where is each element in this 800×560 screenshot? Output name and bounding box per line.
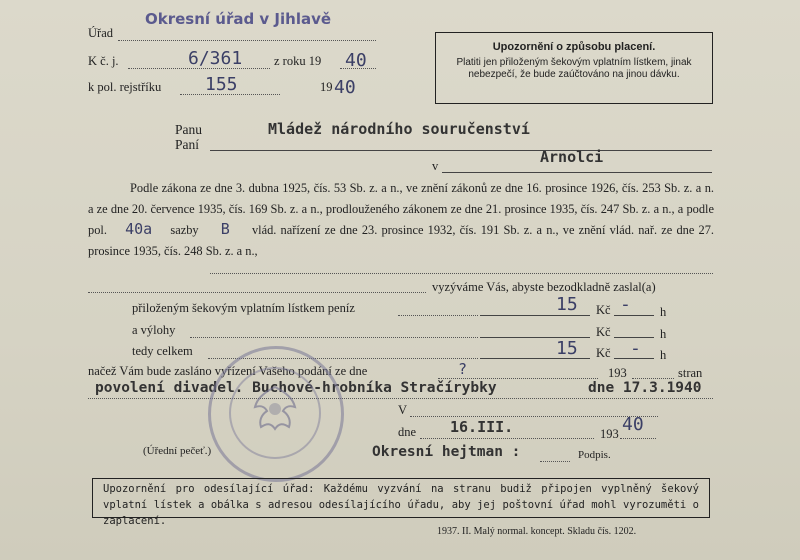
register-year-value: 40 <box>334 77 356 98</box>
submission-pages-label: stran <box>678 366 703 380</box>
addressee-place: Arnolci <box>540 148 604 166</box>
sign-date-value: 16.III. <box>450 418 514 436</box>
sign-place-prefix: V <box>398 403 408 417</box>
body-dotted-line-2 <box>88 292 426 293</box>
expenses-cents-label: h <box>660 327 667 341</box>
submission-typed-date: dne 17.3.1940 <box>588 380 702 396</box>
legal-text-a: Podle zákona ze dne 3. dubna 1925, čís. 53 Sb. z. a n., ve znění zákonů ze dne 16. prosince 1926, čís. 253 Sb. z. a n. a ze dne 20. července 1935, čís. 169 Sb. z. a n., prodlouženého zákonem ze dne 21. prosince 1935, čís. 247 Sb. z. a n., a podle pol. <box>88 181 714 237</box>
fee-cents-line <box>614 315 654 316</box>
fee-cents-label: h <box>660 305 667 319</box>
seal-label: (Úřední pečeť.) <box>143 445 212 457</box>
fee-value: 15 <box>556 294 578 315</box>
fee-currency: Kč <box>596 303 611 317</box>
year-value: 40 <box>345 50 367 71</box>
office-stamp: Okresní úřad v Jihlavě <box>145 10 332 28</box>
sender-notice-text: Upozornění pro odesílající úřad: Každému vyzvání na stranu budiž připojen vyplněný šekový vplatní lístek a obálka s adresou odesílajícího úřadu, aby jej poštovní úřad mohl vyrozuměti o zaplacení. <box>103 483 699 527</box>
salutation-mr: Panu <box>175 122 202 137</box>
officer-title: Okresní hejtman : <box>372 444 521 460</box>
legal-text-b: vlád. nařízení ze dne 23. prosince 1932, čís. 191 Sb. z. a n., ve znění vlád. nař. ze dne 27. prosince 1935, čís. 248 Sb. z. a n., <box>88 223 714 258</box>
expenses-currency: Kč <box>596 325 611 339</box>
addressee-line <box>210 150 712 151</box>
year-label: z roku 19 <box>274 54 322 68</box>
total-cents-label: h <box>660 348 667 362</box>
fee-label: přiloženým šekovým vplatním lístkem peníz <box>132 301 355 315</box>
office-label: Úřad <box>88 26 113 40</box>
legal-paragraph <box>88 178 714 261</box>
submission-date-value: ? <box>458 360 468 378</box>
submission-dotted-line <box>88 398 713 399</box>
total-cents-value: - <box>630 338 641 359</box>
sazby-value: B <box>220 220 230 238</box>
year-dotted-line <box>340 68 376 69</box>
sign-place-dotted-line <box>410 416 658 417</box>
payment-notice-box <box>435 32 713 104</box>
sign-year-value: 40 <box>622 414 644 435</box>
fee-dotted-line <box>398 315 478 316</box>
sign-year-dotted-line <box>620 438 656 439</box>
total-currency: Kč <box>596 346 611 360</box>
sender-notice-box <box>92 478 710 527</box>
ref-value: 6/361 <box>188 48 243 69</box>
payment-notice-title: Upozornění o způsobu placení. <box>492 41 656 53</box>
fee-amount-line <box>480 315 590 316</box>
register-label: k pol. rejstříku <box>88 80 162 94</box>
submission-label: načež Vám bude zasláno vyřízení Vašeho podání ze dne <box>88 364 368 378</box>
addressee-place-line <box>442 172 712 173</box>
fee-cents-value: - <box>620 294 631 315</box>
submission-year-dotted-line <box>632 378 674 379</box>
total-value: 15 <box>556 338 578 359</box>
office-dotted-line <box>118 40 376 41</box>
sign-date-dotted-line <box>420 438 594 439</box>
signature-label: Podpis. <box>578 449 611 461</box>
submission-date-dotted-line <box>438 378 598 379</box>
payment-notice-text: Platiti jen přiloženým šekovým vplatním lístkem, jinak nebezpečí, že bude zaúčtováno na jinou dávku. <box>456 57 692 80</box>
salutation-mrs: Paní <box>175 137 200 152</box>
pol-value: 40a <box>125 220 153 238</box>
official-seal-stamp <box>208 346 344 482</box>
register-value: 155 <box>205 74 238 95</box>
signature-dotted-line <box>540 461 570 462</box>
addressee-name: Mládež národního souručenství <box>268 120 530 138</box>
submission-year: 193 <box>608 366 627 380</box>
expenses-label: a výlohy <box>132 323 176 337</box>
body-dotted-line-1 <box>210 273 713 274</box>
sign-year-prefix: 193 <box>600 427 619 441</box>
coat-of-arms-icon <box>231 369 319 457</box>
submission-typed-line: povolení divadel. Buchové-hrobníka Stračírybky <box>95 380 497 396</box>
sazby-label: sazby <box>170 223 199 237</box>
sign-date-prefix: dne <box>398 425 417 439</box>
request-text: vyzýváme Vás, abyste bezodkladně zaslal(a) <box>432 280 656 294</box>
total-label: tedy celkem <box>132 344 193 358</box>
print-note: 1937. II. Malý normal. koncept. Skladu čís. 1202. <box>437 526 637 537</box>
expenses-dotted-line <box>190 337 478 338</box>
seal-inner-ring <box>229 367 321 459</box>
ref-label: K č. j. <box>88 54 119 68</box>
register-year-label: 19 <box>320 80 333 94</box>
addressee-place-prefix: v <box>432 159 439 173</box>
